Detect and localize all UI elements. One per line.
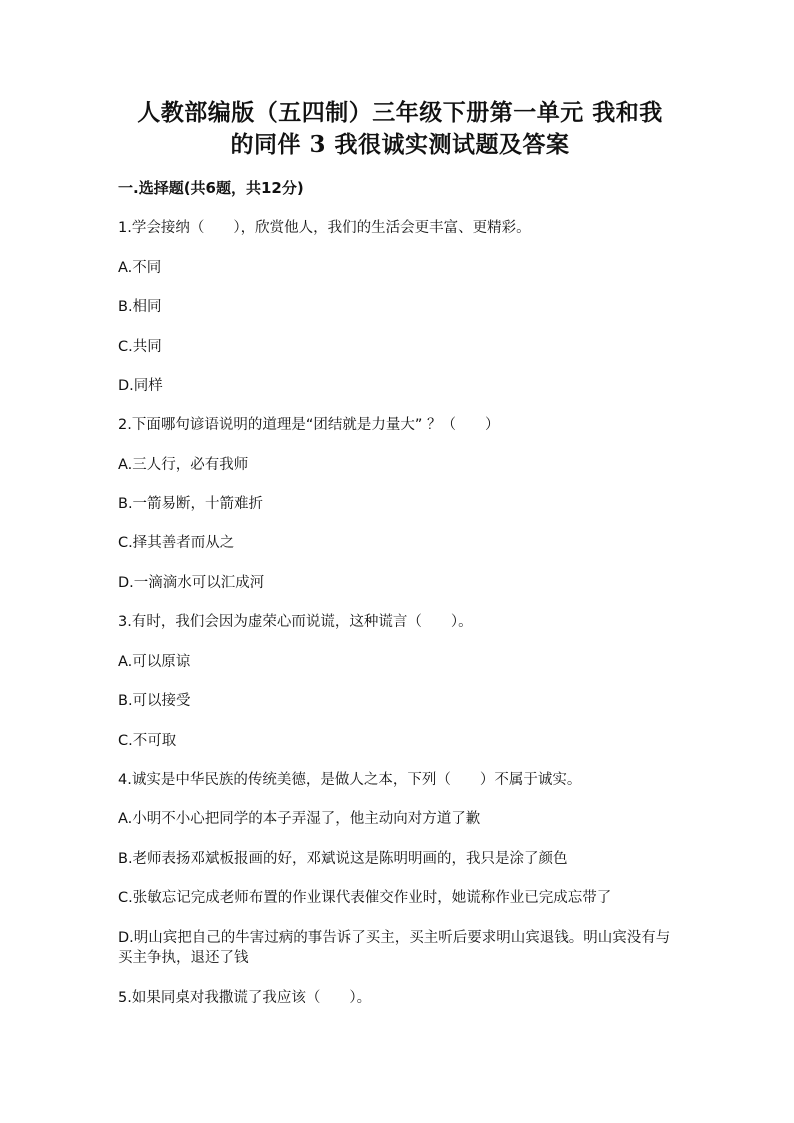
question-3-option-c[interactable]: C.不可取 xyxy=(118,733,177,749)
question-4-option-a[interactable]: A.小明不小心把同学的本子弄湿了，他主动向对方道了歉 xyxy=(118,811,481,827)
question-1-option-a[interactable]: A.不同 xyxy=(118,260,162,276)
question-1-option-d[interactable]: D.同样 xyxy=(118,378,163,394)
question-1-option-c[interactable]: C.共同 xyxy=(118,339,162,355)
question-4-stem: 4.诚实是中华民族的传统美德，是做人之本，下列（ ）不属于诚实。 xyxy=(118,772,582,788)
question-3-stem: 3.有时，我们会因为虚荣心而说谎，这种谎言（ ）。 xyxy=(118,614,473,630)
question-2-stem: 2.下面哪句谚语说明的道理是“团结就是力量大” ？（ ） xyxy=(118,417,500,433)
question-2-option-a[interactable]: A.三人行，必有我师 xyxy=(118,457,249,473)
question-1-stem: 1.学会接纳（ ），欣赏他人，我们的生活会更丰富、更精彩。 xyxy=(118,220,531,236)
question-2-option-d[interactable]: D.一滴滴水可以汇成河 xyxy=(118,575,265,591)
question-2-option-c[interactable]: C.择其善者而从之 xyxy=(118,535,235,551)
question-1-option-b[interactable]: B.相同 xyxy=(118,299,162,315)
section-heading: 一.选择题(共6题，共12分) xyxy=(118,179,304,197)
question-2-option-b[interactable]: B.一箭易断，十箭难折 xyxy=(118,496,264,512)
question-3-option-b[interactable]: B.可以接受 xyxy=(118,693,191,709)
document-title-line-2: 的同伴 3 我很诚实测试题及答案 xyxy=(230,131,570,158)
question-5-stem: 5.如果同桌对我撒谎了我应该（ ）。 xyxy=(118,990,372,1006)
document-title-line-1: 人教部编版（五四制）三年级下册第一单元 我和我 xyxy=(137,99,663,126)
question-4-option-b[interactable]: B.老师表扬邓斌板报画的好，邓斌说这是陈明明画的，我只是涂了颜色 xyxy=(118,851,568,867)
question-4-option-d[interactable]: D.明山宾把自己的牛害过病的事告诉了买主，买主听后要求明山宾退钱。明山宾没有与买主争执，退还了钱 xyxy=(118,930,671,966)
question-3-option-a[interactable]: A.可以原谅 xyxy=(118,654,191,670)
question-4-option-c[interactable]: C.张敏忘记完成老师布置的作业课代表催交作业时，她谎称作业已完成忘带了 xyxy=(118,890,612,906)
